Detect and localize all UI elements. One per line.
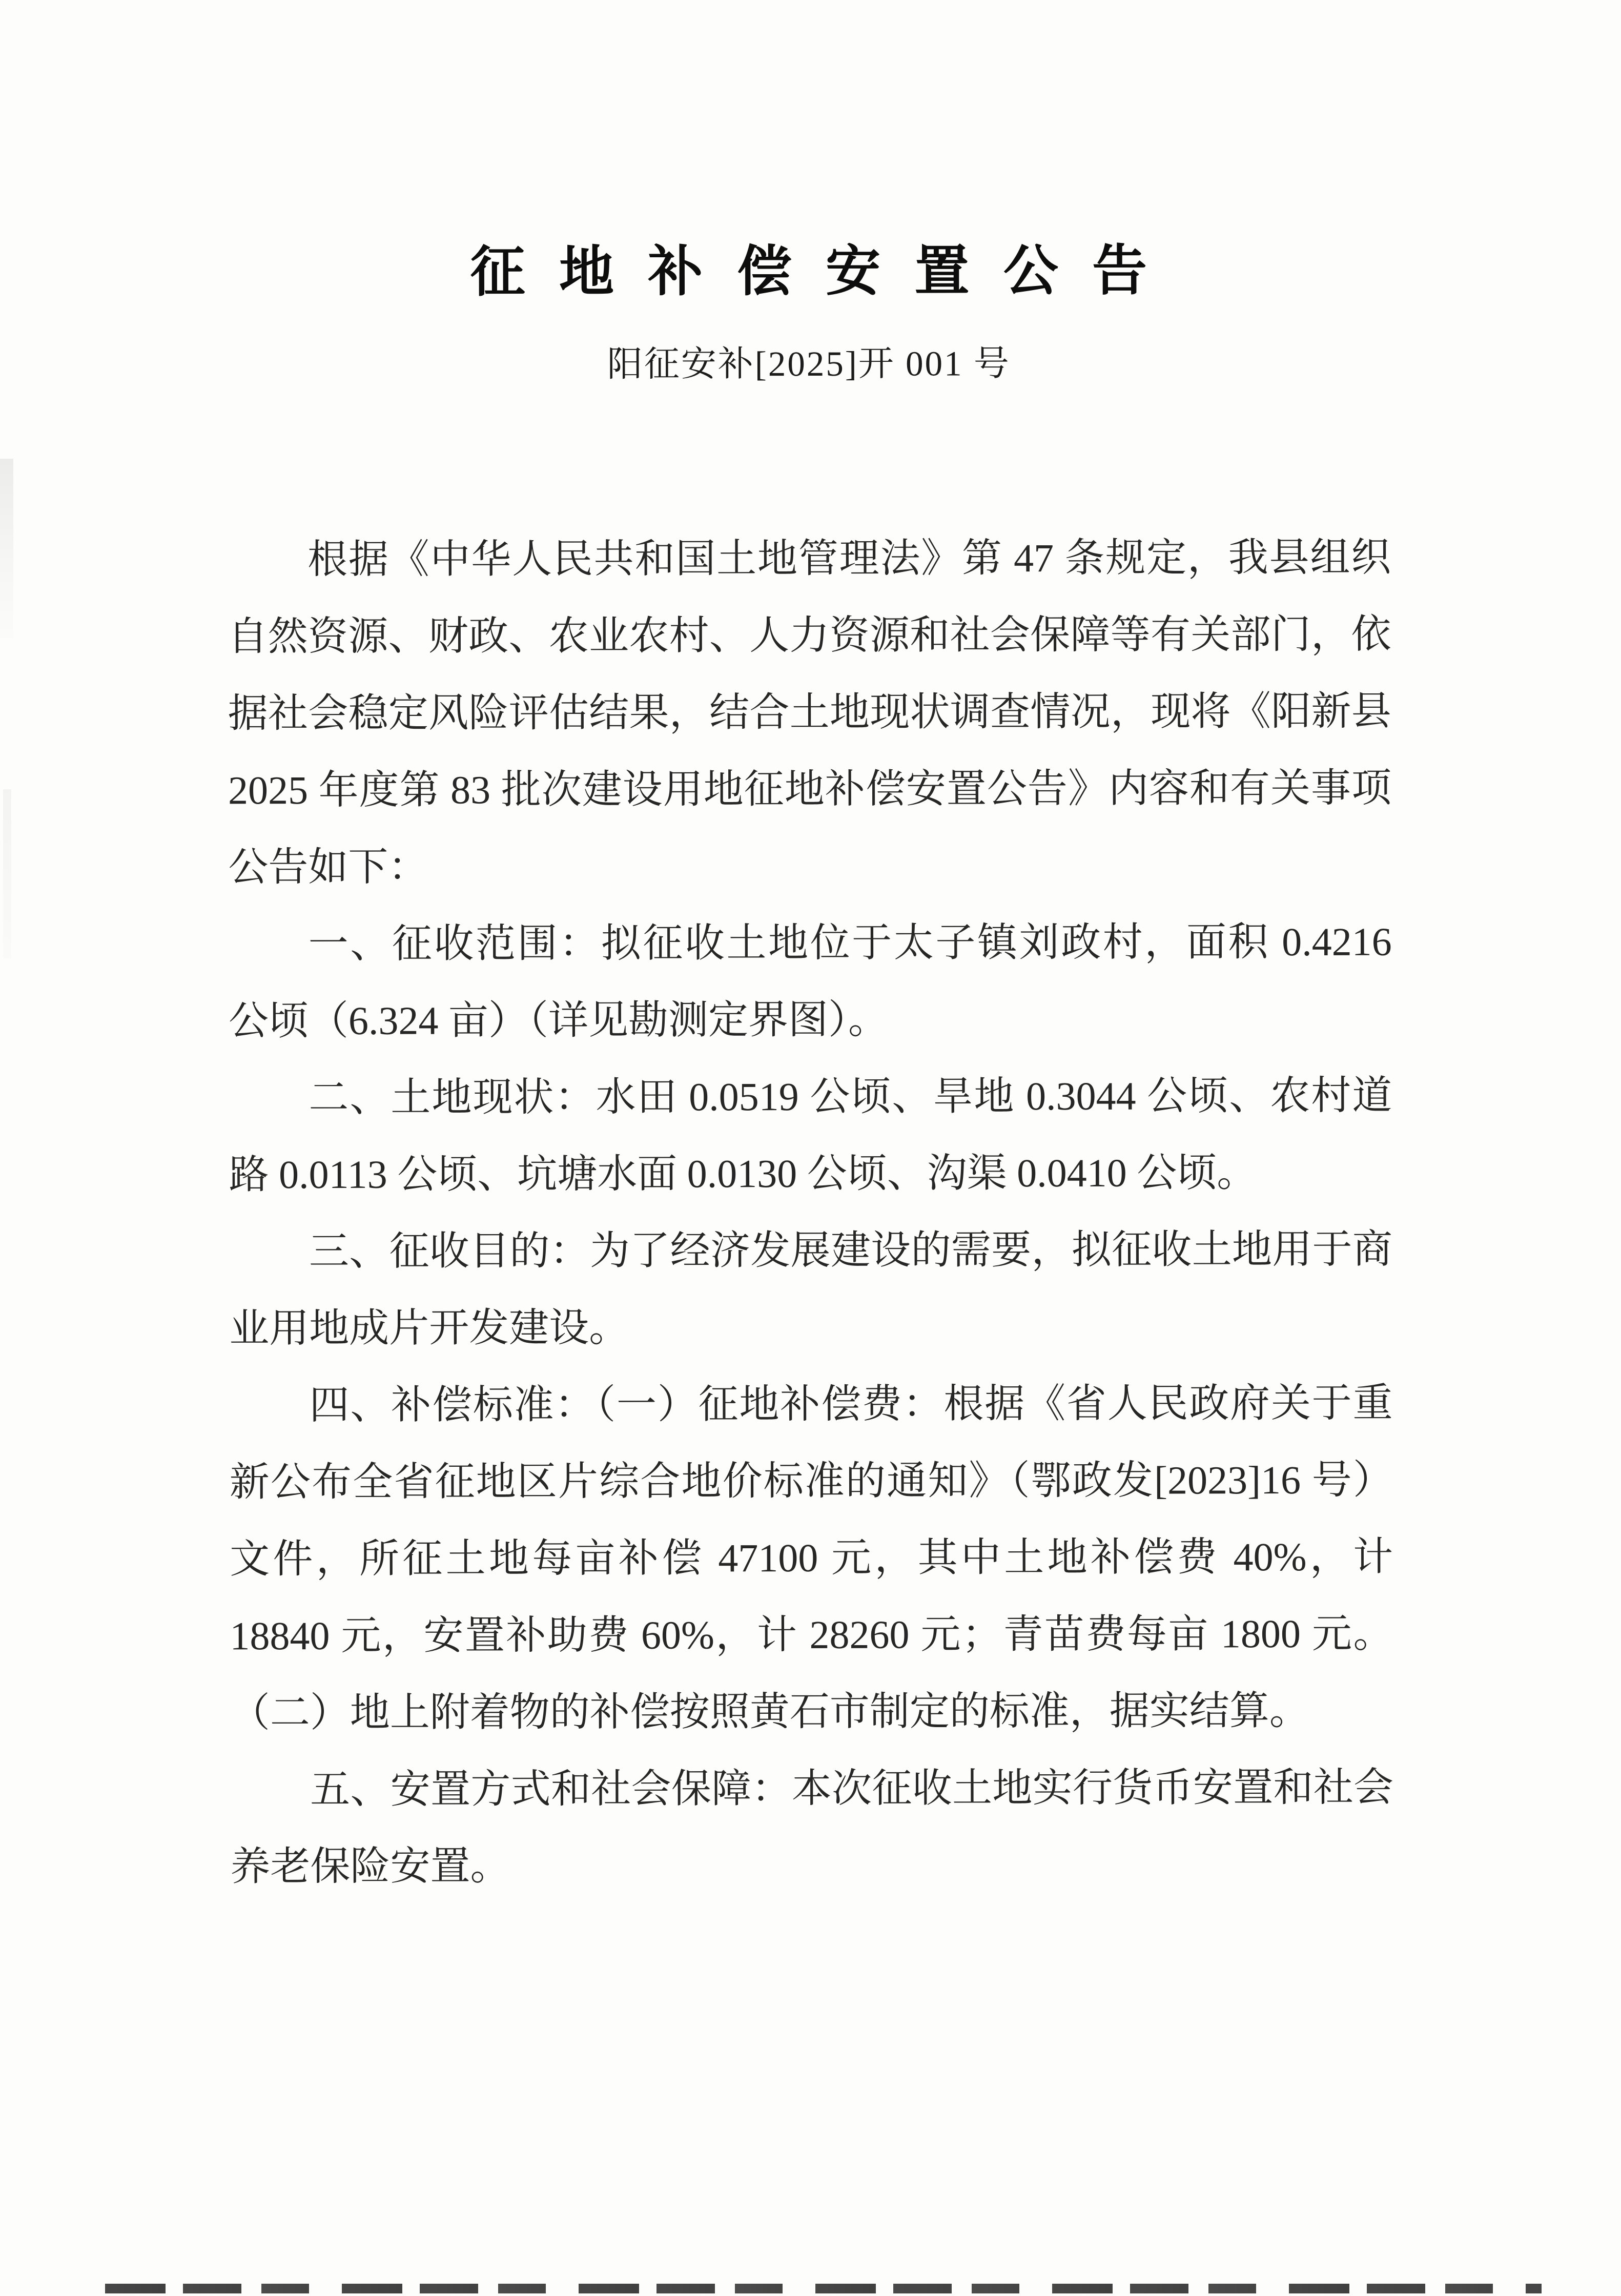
- paragraph-3: 二、土地现状：水田 0.0519 公顷、旱地 0.3044 公顷、农村道路 0.0113 公顷、坑塘水面 0.0130 公顷、沟渠 0.0410 公顷。: [229, 1073, 1392, 1197]
- scan-artifact-bottom-cutoff-text: [105, 2284, 1542, 2293]
- paragraph-5: 四、补偿标准：（一）征地补偿费：根据《省人民政府关于重新公布全省征地区片综合地价标准的通知》（鄂政发[2023]16 号）文件，所征土地每亩补偿 47100 元，其中土地补偿费 40%，计 18840 元，安置补助费 60%，计 28260 元；青苗费每亩 1800 元。（二）地上附着物的补偿按照黄石市制定的标准，据实结算。: [229, 1380, 1393, 1735]
- paragraph-2: 一、征收范围：拟征收土地位于太子镇刘政村，面积 0.4216 公顷（6.324 亩）（详见勘测定界图）。: [228, 919, 1392, 1043]
- paragraph-4: 三、征收目的：为了经济发展建设的需要，拟征收土地用于商业用地成片开发建设。: [229, 1226, 1393, 1351]
- paragraph-1: 根据《中华人民共和国土地管理法》第 47 条规定，我县组织自然资源、财政、农业农村、人力资源和社会保障等有关部门，依据社会稳定风险评估结果，结合土地现状调查情况，现将《阳新县 2025 年度第 83 批次建设用地征地补偿安置公告》内容和有关事项公告如下：: [228, 535, 1392, 890]
- document-body: [228, 519, 1394, 1905]
- page-title: 征地补偿安置公告: [470, 239, 1181, 303]
- paragraph-6: 五、安置方式和社会保障：本次征收土地实行货币安置和社会养老保险安置。: [230, 1765, 1394, 1889]
- document-number: 阳征安补[2025]开 001 号: [607, 344, 1011, 384]
